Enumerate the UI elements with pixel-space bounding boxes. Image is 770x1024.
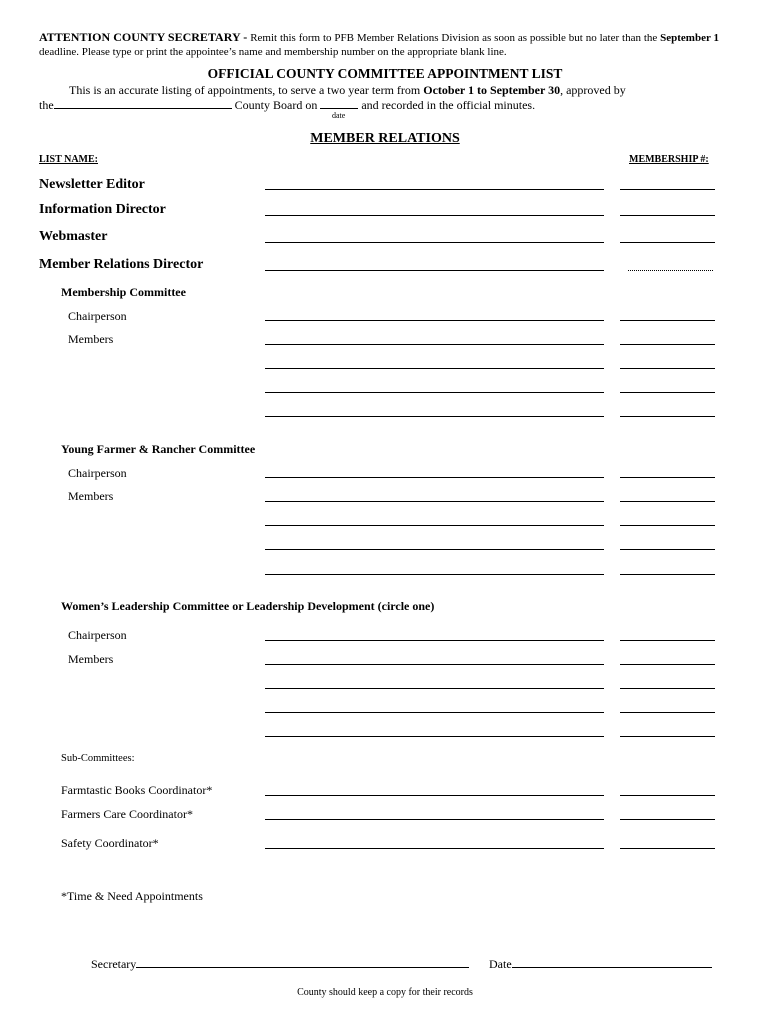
attention-label: ATTENTION COUNTY SECRETARY - [39,30,248,44]
membership-members-label: Members [68,332,114,346]
yfr-chair-number-field[interactable] [620,477,715,478]
deadline-text: September 1 [660,32,720,44]
membership-committee-heading: Membership Committee [61,285,186,299]
webmaster-name-field[interactable] [265,242,604,243]
membership-member-number-field[interactable] [620,368,715,369]
member-relations-director-membership-field[interactable] [628,270,713,271]
county-board-text: County Board on [234,98,318,112]
county-name-field[interactable] [54,97,232,109]
yfr-member-name-field[interactable] [265,501,604,502]
list-name-header: LIST NAME: [39,154,98,165]
membership-chair-name-field[interactable] [265,320,604,321]
yfr-members-label: Members [68,489,114,503]
member-relations-director-name-field[interactable] [265,270,604,271]
farmers-care-number-field[interactable] [620,819,715,820]
recorded-text: and recorded in the official minutes. [361,98,536,112]
membership-member-name-field[interactable] [265,392,604,393]
womens-member-name-field[interactable] [265,712,604,713]
webmaster-label: Webmaster [39,229,108,244]
yfr-member-number-field[interactable] [620,549,715,550]
yfr-committee-heading: Young Farmer & Rancher Committee [61,442,256,456]
date-label: Date [489,957,512,971]
womens-members-label: Members [68,652,114,666]
intro-line-2 [39,97,535,113]
member-relations-director-label: Member Relations Director [39,257,204,272]
information-director-membership-field[interactable] [620,215,715,216]
page-title: OFFICIAL COUNTY COMMITTEE APPOINTMENT LIST [207,66,563,81]
womens-member-number-field[interactable] [620,664,715,665]
womens-chair-number-field[interactable] [620,640,715,641]
yfr-chairperson-label: Chairperson [68,466,127,480]
womens-chair-name-field[interactable] [265,640,604,641]
safety-name-field[interactable] [265,848,604,849]
instructions-text-2: deadline. Please type or print the appointee’s name and membership number on the appropriate blank line. [39,46,507,58]
yfr-member-number-field[interactable] [620,501,715,502]
intro-text [39,83,719,97]
secretary-signature [91,956,469,972]
information-director-name-field[interactable] [265,215,604,216]
membership-header: MEMBERSHIP #: [629,154,709,165]
membership-chair-number-field[interactable] [620,320,715,321]
farmtastic-number-field[interactable] [620,795,715,796]
subcommittees-heading: Sub-Committees: [61,753,135,764]
instructions-text-1: Remit this form to PFB Member Relations Division as soon as possible but no later than the [250,32,658,44]
safety-number-field[interactable] [620,848,715,849]
womens-member-number-field[interactable] [620,688,715,689]
yfr-member-number-field[interactable] [620,525,715,526]
yfr-chair-name-field[interactable] [265,477,604,478]
intro-part-2: , approved by [560,83,626,97]
yfr-member-number-field[interactable] [620,574,715,575]
section-title: MEMBER RELATIONS [310,131,460,146]
membership-member-number-field[interactable] [620,344,715,345]
womens-member-name-field[interactable] [265,688,604,689]
membership-member-name-field[interactable] [265,368,604,369]
newsletter-editor-membership-field[interactable] [620,189,715,190]
safety-label: Safety Coordinator* [61,836,159,850]
membership-member-number-field[interactable] [620,392,715,393]
womens-member-name-field[interactable] [265,736,604,737]
womens-chairperson-label: Chairperson [68,628,127,642]
farmers-care-name-field[interactable] [265,819,604,820]
farmtastic-name-field[interactable] [265,795,604,796]
newsletter-editor-label: Newsletter Editor [39,177,145,192]
the-text: the [39,98,54,112]
information-director-label: Information Director [39,202,166,217]
farmers-care-label: Farmers Care Coordinator* [61,807,193,821]
webmaster-membership-field[interactable] [620,242,715,243]
womens-member-name-field[interactable] [265,664,604,665]
newsletter-editor-name-field[interactable] [265,189,604,190]
yfr-member-name-field[interactable] [265,574,604,575]
signature-date-field[interactable] [512,956,712,968]
womens-member-number-field[interactable] [620,712,715,713]
farmtastic-label: Farmtastic Books Coordinator* [61,783,213,797]
header-instructions [39,30,719,59]
signature-date [489,956,712,972]
footnote: *Time & Need Appointments [61,889,203,903]
membership-member-name-field[interactable] [265,416,604,417]
yfr-member-name-field[interactable] [265,549,604,550]
secretary-label: Secretary [91,957,137,971]
term-text: October 1 to September 30 [423,83,561,97]
board-date-field[interactable] [320,97,358,109]
secretary-signature-field[interactable] [136,956,469,968]
date-caption: date [332,111,346,120]
membership-member-name-field[interactable] [265,344,604,345]
womens-member-number-field[interactable] [620,736,715,737]
membership-member-number-field[interactable] [620,416,715,417]
membership-chairperson-label: Chairperson [68,309,127,323]
footer-note: County should keep a copy for their records [297,987,473,998]
womens-committee-heading: Women’s Leadership Committee or Leadership Development (circle one) [61,599,435,613]
yfr-member-name-field[interactable] [265,525,604,526]
intro-part-1: This is an accurate listing of appointments, to serve a two year term from [69,83,421,97]
